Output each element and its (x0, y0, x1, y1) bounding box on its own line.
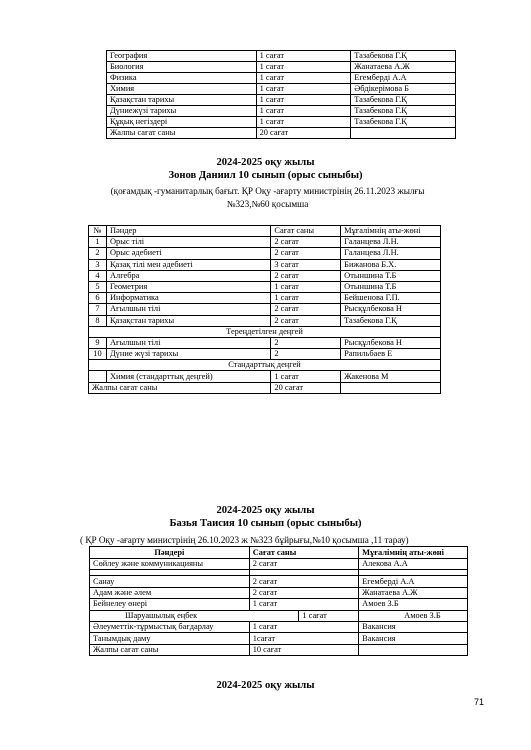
academic-year-heading: 2024-2025 оқу жылы (216, 157, 315, 168)
subject-cell: География (107, 51, 257, 62)
teacher-cell (341, 382, 441, 393)
table-row (107, 73, 456, 84)
hours-cell: 2 сағат (271, 315, 341, 326)
hours-cell: 2 (271, 349, 341, 360)
hours-cell: 10 сағат (249, 644, 358, 655)
curriculum-table (88, 225, 441, 394)
hours-cell: 1 сағат (256, 117, 351, 128)
teacher-cell: Егембердi А.А (351, 73, 456, 84)
table-row (107, 117, 456, 128)
academic-year-heading: 2024-2025 оқу жылы (216, 680, 315, 691)
teacher-cell: Амоев З.Б (359, 599, 468, 610)
subject-cell: Химия (107, 84, 257, 95)
table-header-row (90, 547, 468, 559)
table-row (107, 84, 456, 95)
hours-cell: 1 сағат (256, 95, 351, 106)
hours-cell: 1 сағат (256, 106, 351, 117)
table-row (89, 337, 441, 348)
hours-cell: 2 сағат (249, 576, 358, 587)
total-row (90, 644, 468, 655)
table-row (90, 576, 468, 587)
table-row (89, 259, 441, 270)
subject-cell: Орыс әдебиеті (106, 248, 270, 259)
teacher-cell: Галанцева Л.Н. (341, 248, 441, 259)
subject-cell: Геометрия (106, 281, 270, 292)
teacher-cell: Вакансия (359, 621, 468, 632)
table-row (89, 270, 441, 281)
number-cell: 10 (89, 349, 107, 360)
hours-cell: 1сағат (249, 633, 358, 644)
subject-cell: Бейнелеу өнері (90, 599, 250, 610)
teacher-cell: Тазабекова Г.Қ (351, 117, 456, 128)
hours-cell: 20 сағат (256, 128, 351, 139)
order-reference-line: №323,№60 қосымша (226, 199, 309, 209)
number-cell: 6 (89, 293, 107, 304)
teacher-cell: Рапильбаев Е (341, 349, 441, 360)
teacher-header: Мұғалімнің аты-жөні (341, 226, 441, 237)
hours-cell: 2 сағат (271, 248, 341, 259)
subject-cell: Дүниежүзі тарихы (107, 106, 257, 117)
table-row (89, 293, 441, 304)
teacher-cell: Жанатаева А.Ж (351, 62, 456, 73)
number-cell: 9 (89, 337, 107, 348)
teacher-cell: Тазабекова Г.Қ (341, 315, 441, 326)
hours-cell: 1 сағат (271, 293, 341, 304)
subject-cell: Сөйлеу және коммуникацияны (90, 559, 250, 570)
subject-cell: Адам және әлем (90, 587, 250, 598)
teacher-cell: Галанцева Л.Н. (341, 237, 441, 248)
table-row (90, 599, 468, 610)
table-row (89, 371, 441, 382)
hours-cell: 1 сағат (299, 610, 359, 621)
table-row (90, 610, 468, 621)
table-row (90, 587, 468, 598)
teacher-cell (351, 128, 456, 139)
subject-cell: Информатика (106, 293, 270, 304)
teacher-cell: Бейшенова Г.П. (341, 293, 441, 304)
table-row (89, 315, 441, 326)
subject-cell: Ағылшын тілі (106, 337, 270, 348)
page-number: 71 (473, 697, 484, 707)
hours-cell: 1 сағат (256, 73, 351, 84)
table-row (89, 248, 441, 259)
table-header-row (89, 226, 441, 237)
subject-cell: Танымдық даму (90, 633, 250, 644)
hours-cell: 1 сағат (256, 62, 351, 73)
order-reference-line: ( ҚР Оқу -ағарту министрінің 26.10.2023 ж №323 бұйрығы,№10 қосымша ,11 тарау) (80, 535, 409, 545)
number-cell: 4 (89, 270, 107, 281)
hours-cell: 1 сағат (256, 51, 351, 62)
subject-cell: Орыс тілі (106, 237, 270, 248)
hours-cell: 1 сағат (249, 599, 358, 610)
number-cell: 8 (89, 315, 107, 326)
subject-cell: Биология (107, 62, 257, 73)
hours-cell: 2 сағат (271, 270, 341, 281)
hours-header: Сағат саны (271, 226, 341, 237)
order-reference-line: (қоғамдық -гуманитарлық бағыт. ҚР Оқу -ағарту министрінің 26.11.2023 жылғы (110, 186, 425, 196)
number-header: № (89, 226, 107, 237)
total-row (107, 128, 456, 139)
number-cell: 2 (89, 248, 107, 259)
subject-cell: Әлеуметтік-тұрмыстық бағдарлау (90, 621, 250, 632)
table-row (90, 621, 468, 632)
academic-year-heading: 2024-2025 оқу жылы (216, 505, 315, 516)
subject-cell: Дүние жүзі тарихы (106, 349, 270, 360)
subject-cell: Қазақ тілі мен әдебиеті (106, 259, 270, 270)
subject-cell: Қазақстан тарихы (106, 315, 270, 326)
number-cell (89, 371, 107, 382)
advanced-level-label: Тереңдетілген деңгей (89, 326, 441, 337)
hours-cell: 1 сағат (249, 621, 358, 632)
subject-cell: Қазақстан тарихы (107, 95, 257, 106)
table-row (107, 95, 456, 106)
number-cell: 5 (89, 281, 107, 292)
subject-cell: Шаруашылық еңбек (90, 610, 299, 621)
subjects-table-continued (106, 50, 456, 139)
teacher-cell: Әбдiкерiмова Б (351, 84, 456, 95)
table-row (107, 51, 456, 62)
teacher-cell: Рысқұлбекова Н (341, 337, 441, 348)
teacher-cell: Алекова А.А (359, 559, 468, 570)
table-row (107, 62, 456, 73)
teacher-cell: Жанатаева А.Ж (359, 587, 468, 598)
teacher-cell: Бижанова Б.Х. (341, 259, 441, 270)
hours-cell: 1 сағат (271, 281, 341, 292)
hours-cell: 1 сағат (256, 84, 351, 95)
table-row (89, 349, 441, 360)
subject-cell: Физика (107, 73, 257, 84)
standard-level-label: Стандарттық деңгей (89, 360, 441, 371)
student-heading: Базья Таисия 10 сынып (орыс сыныбы) (169, 518, 362, 529)
hours-cell: 2 сағат (249, 587, 358, 598)
teacher-cell: Амоев З.Б (359, 610, 468, 621)
teacher-cell: Тазабекова Г.Қ (351, 95, 456, 106)
subject-cell: Ағылшын тілі (106, 304, 270, 315)
subject-cell: Алгебра (106, 270, 270, 281)
subject-cell: Химия (стандарттық деңгей) (106, 371, 270, 382)
teacher-cell: Вакансия (359, 633, 468, 644)
total-row (89, 382, 441, 393)
subject-cell: Жалпы сағат саны (107, 128, 257, 139)
table-row (89, 304, 441, 315)
teacher-cell: Рысқұлбекова Н (341, 304, 441, 315)
subject-header: Пәндер (106, 226, 270, 237)
hours-cell: 2 сағат (249, 559, 358, 570)
teacher-cell: Отыншина Т.Б (341, 281, 441, 292)
hours-cell: 2 сағат (271, 237, 341, 248)
number-cell: 7 (89, 304, 107, 315)
teacher-cell: Егембердi А.А (359, 576, 468, 587)
teacher-header: Мұғалімнің аты-жөні (359, 547, 468, 559)
table-row (89, 281, 441, 292)
teacher-cell: Жакенова М (341, 371, 441, 382)
subject-cell: Санау (90, 576, 250, 587)
table-row (90, 559, 468, 570)
subject-header: Пәндері (90, 547, 250, 559)
table-row (89, 237, 441, 248)
curriculum-table-special (89, 546, 468, 656)
hours-cell: 3 сағат (271, 259, 341, 270)
table-row (90, 633, 468, 644)
student-heading: Зонов Даниил 10 сынып (орыс сыныбы) (168, 170, 363, 181)
table-row (107, 106, 456, 117)
number-cell: 1 (89, 237, 107, 248)
level-label-row (89, 326, 441, 337)
hours-cell: 1 сағат (271, 371, 341, 382)
hours-cell: 2 сағат (271, 304, 341, 315)
teacher-cell: Отыншина Т.Б (341, 270, 441, 281)
total-label: Жалпы сағат саны (89, 382, 271, 393)
teacher-cell: Тазабекова Г.Қ (351, 51, 456, 62)
teacher-cell (359, 644, 468, 655)
teacher-cell: Тазабекова Г.Қ (351, 106, 456, 117)
subject-cell: Құқық негіздері (107, 117, 257, 128)
hours-cell: 2 (271, 337, 341, 348)
subject-cell: Жалпы сағат саны (90, 644, 250, 655)
total-hours: 20 сағат (271, 382, 341, 393)
level-label-row (89, 360, 441, 371)
hours-header: Сағат саны (249, 547, 358, 559)
number-cell: 3 (89, 259, 107, 270)
